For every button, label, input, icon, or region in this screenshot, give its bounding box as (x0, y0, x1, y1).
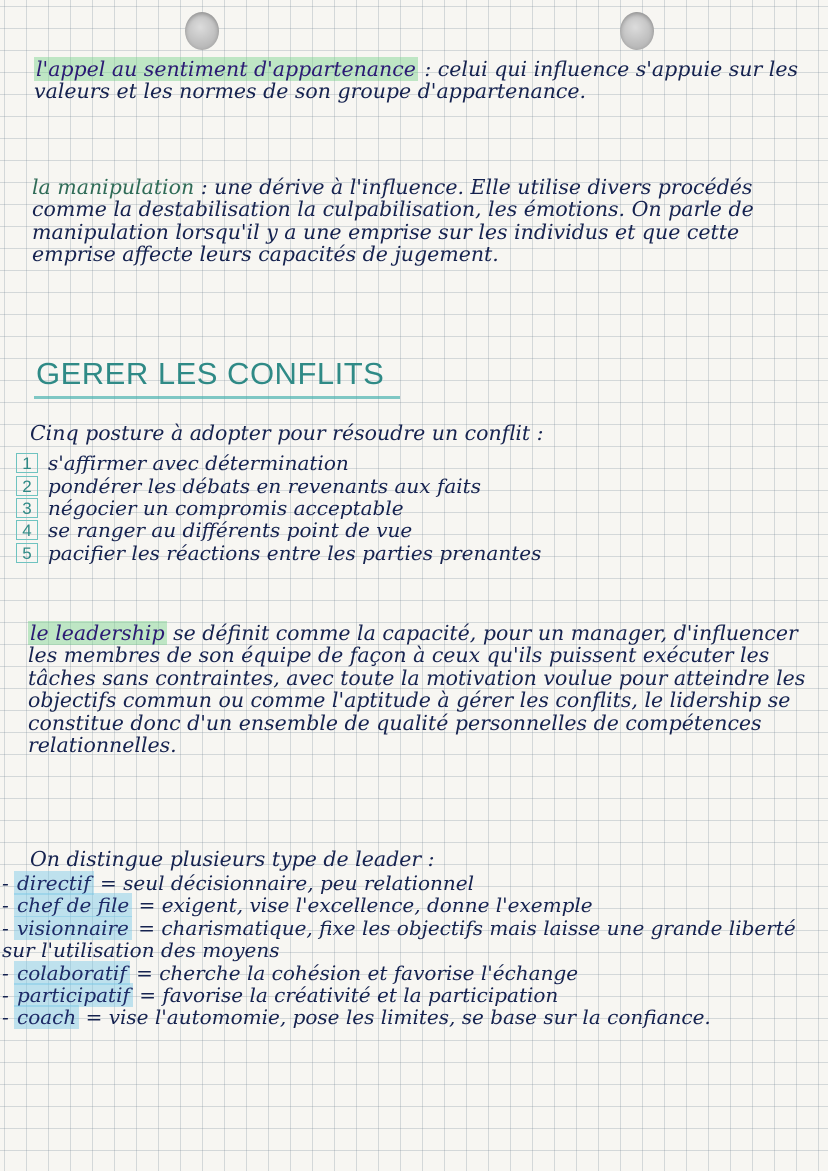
text-belonging: : celui qui influence s'appuie sur les valeurs et les normes de son groupe d'appartenance. (34, 57, 799, 104)
leader-term: coach (14, 1005, 79, 1029)
paragraph-manipulation (32, 176, 822, 266)
leader-term: visionnaire (14, 916, 132, 940)
list-item: - visionnaire = charismatique, fixe les objectifs mais laisse une grande liberté sur l'utilisation des moyens (2, 915, 796, 963)
list-item: - coach = vise l'automomie, pose les limites, se base sur la confiance. (2, 1005, 711, 1030)
list-item: - directif = seul décisionnaire, peu relationnel (2, 871, 475, 895)
paragraph-leadership (28, 622, 824, 756)
list-item: - chef de file = exigent, vise l'excellence, donne l'exemple (2, 893, 593, 918)
list-item (16, 497, 826, 519)
leader-term: colaboratif (14, 961, 130, 985)
leader-term: directif (14, 871, 94, 895)
leader-term: chef de file (14, 893, 132, 917)
item-text: négocier un compromis acceptable (48, 495, 404, 520)
leader-types-intro: On distingue plusieurs type de leader : (30, 847, 435, 871)
binder-hole-left (185, 12, 219, 50)
leader-definition: = charismatique, fixe les objectifs mais laisse une grande liberté sur l'utilisation des moyens (2, 915, 796, 963)
list-item (16, 519, 826, 541)
item-text: pondérer les débats en revenants aux faits (48, 473, 481, 498)
conflicts-intro: Cinq posture à adopter pour résoudre un conflit : (30, 421, 544, 445)
term-belonging: l'appel au sentiment d'appartenance (36, 57, 416, 81)
list-item (16, 542, 826, 564)
paragraph-belonging (34, 58, 824, 103)
leader-definition: = seul décisionnaire, peu relationnel (93, 871, 475, 895)
leader-definition: = exigent, vise l'excellence, donne l'exemple (132, 893, 593, 918)
binder-hole-right (620, 12, 654, 50)
item-number: 1 (16, 453, 38, 473)
term-leadership: le leadership (30, 621, 165, 645)
term-manipulation: la manipulation (32, 175, 195, 199)
leader-definition: = favorise la créativité et la participation (132, 983, 559, 1008)
leader-definition: = vise l'automomie, pose les limites, se base sur la confiance. (79, 1005, 711, 1030)
item-number: 4 (16, 520, 38, 540)
list-item: - participatif = favorise la créativité et la participation (2, 983, 559, 1008)
leader-definition: = cherche la cohésion et favorise l'échange (129, 960, 579, 985)
item-number: 5 (16, 543, 38, 563)
list-item (16, 474, 826, 496)
item-text: pacifier les réactions entre les parties prenantes (48, 540, 542, 565)
list-item (16, 452, 826, 474)
leader-types-list (2, 872, 822, 1029)
list-item: - colaboratif = cherche la cohésion et favorise l'échange (2, 960, 579, 985)
heading-underline (34, 396, 400, 399)
item-text: se ranger au différents point de vue (48, 518, 413, 543)
item-text: s'affirmer avec détermination (48, 451, 349, 476)
item-number: 2 (16, 476, 38, 496)
conflict-list (16, 452, 826, 564)
leader-term: participatif (14, 983, 133, 1007)
text-leadership: se définit comme la capacité, pour un manager, d'influencer les membres de son équipe de façon à ceux qu'ils puissent exécuter les tâches sans contraintes, avec toute la motivation voulue pour atteindre les objectifs commun ou comme l'aptitude à gérer les conflits, le lidership se constitue donc d'un ensemble de qualité personnelles de compétences relationnelles. (28, 621, 806, 758)
section-heading: GERER LES CONFLITS (36, 356, 385, 391)
text-manipulation: : une dérive à l'influence. Elle utilise divers procédés comme la destabilisation la culpabilisation, les émotions. On parle de manipulation lorsqu'il y a une emprise sur les individus et que cette emprise affecte leurs capacités de jugement. (32, 175, 754, 267)
item-number: 3 (16, 498, 38, 518)
